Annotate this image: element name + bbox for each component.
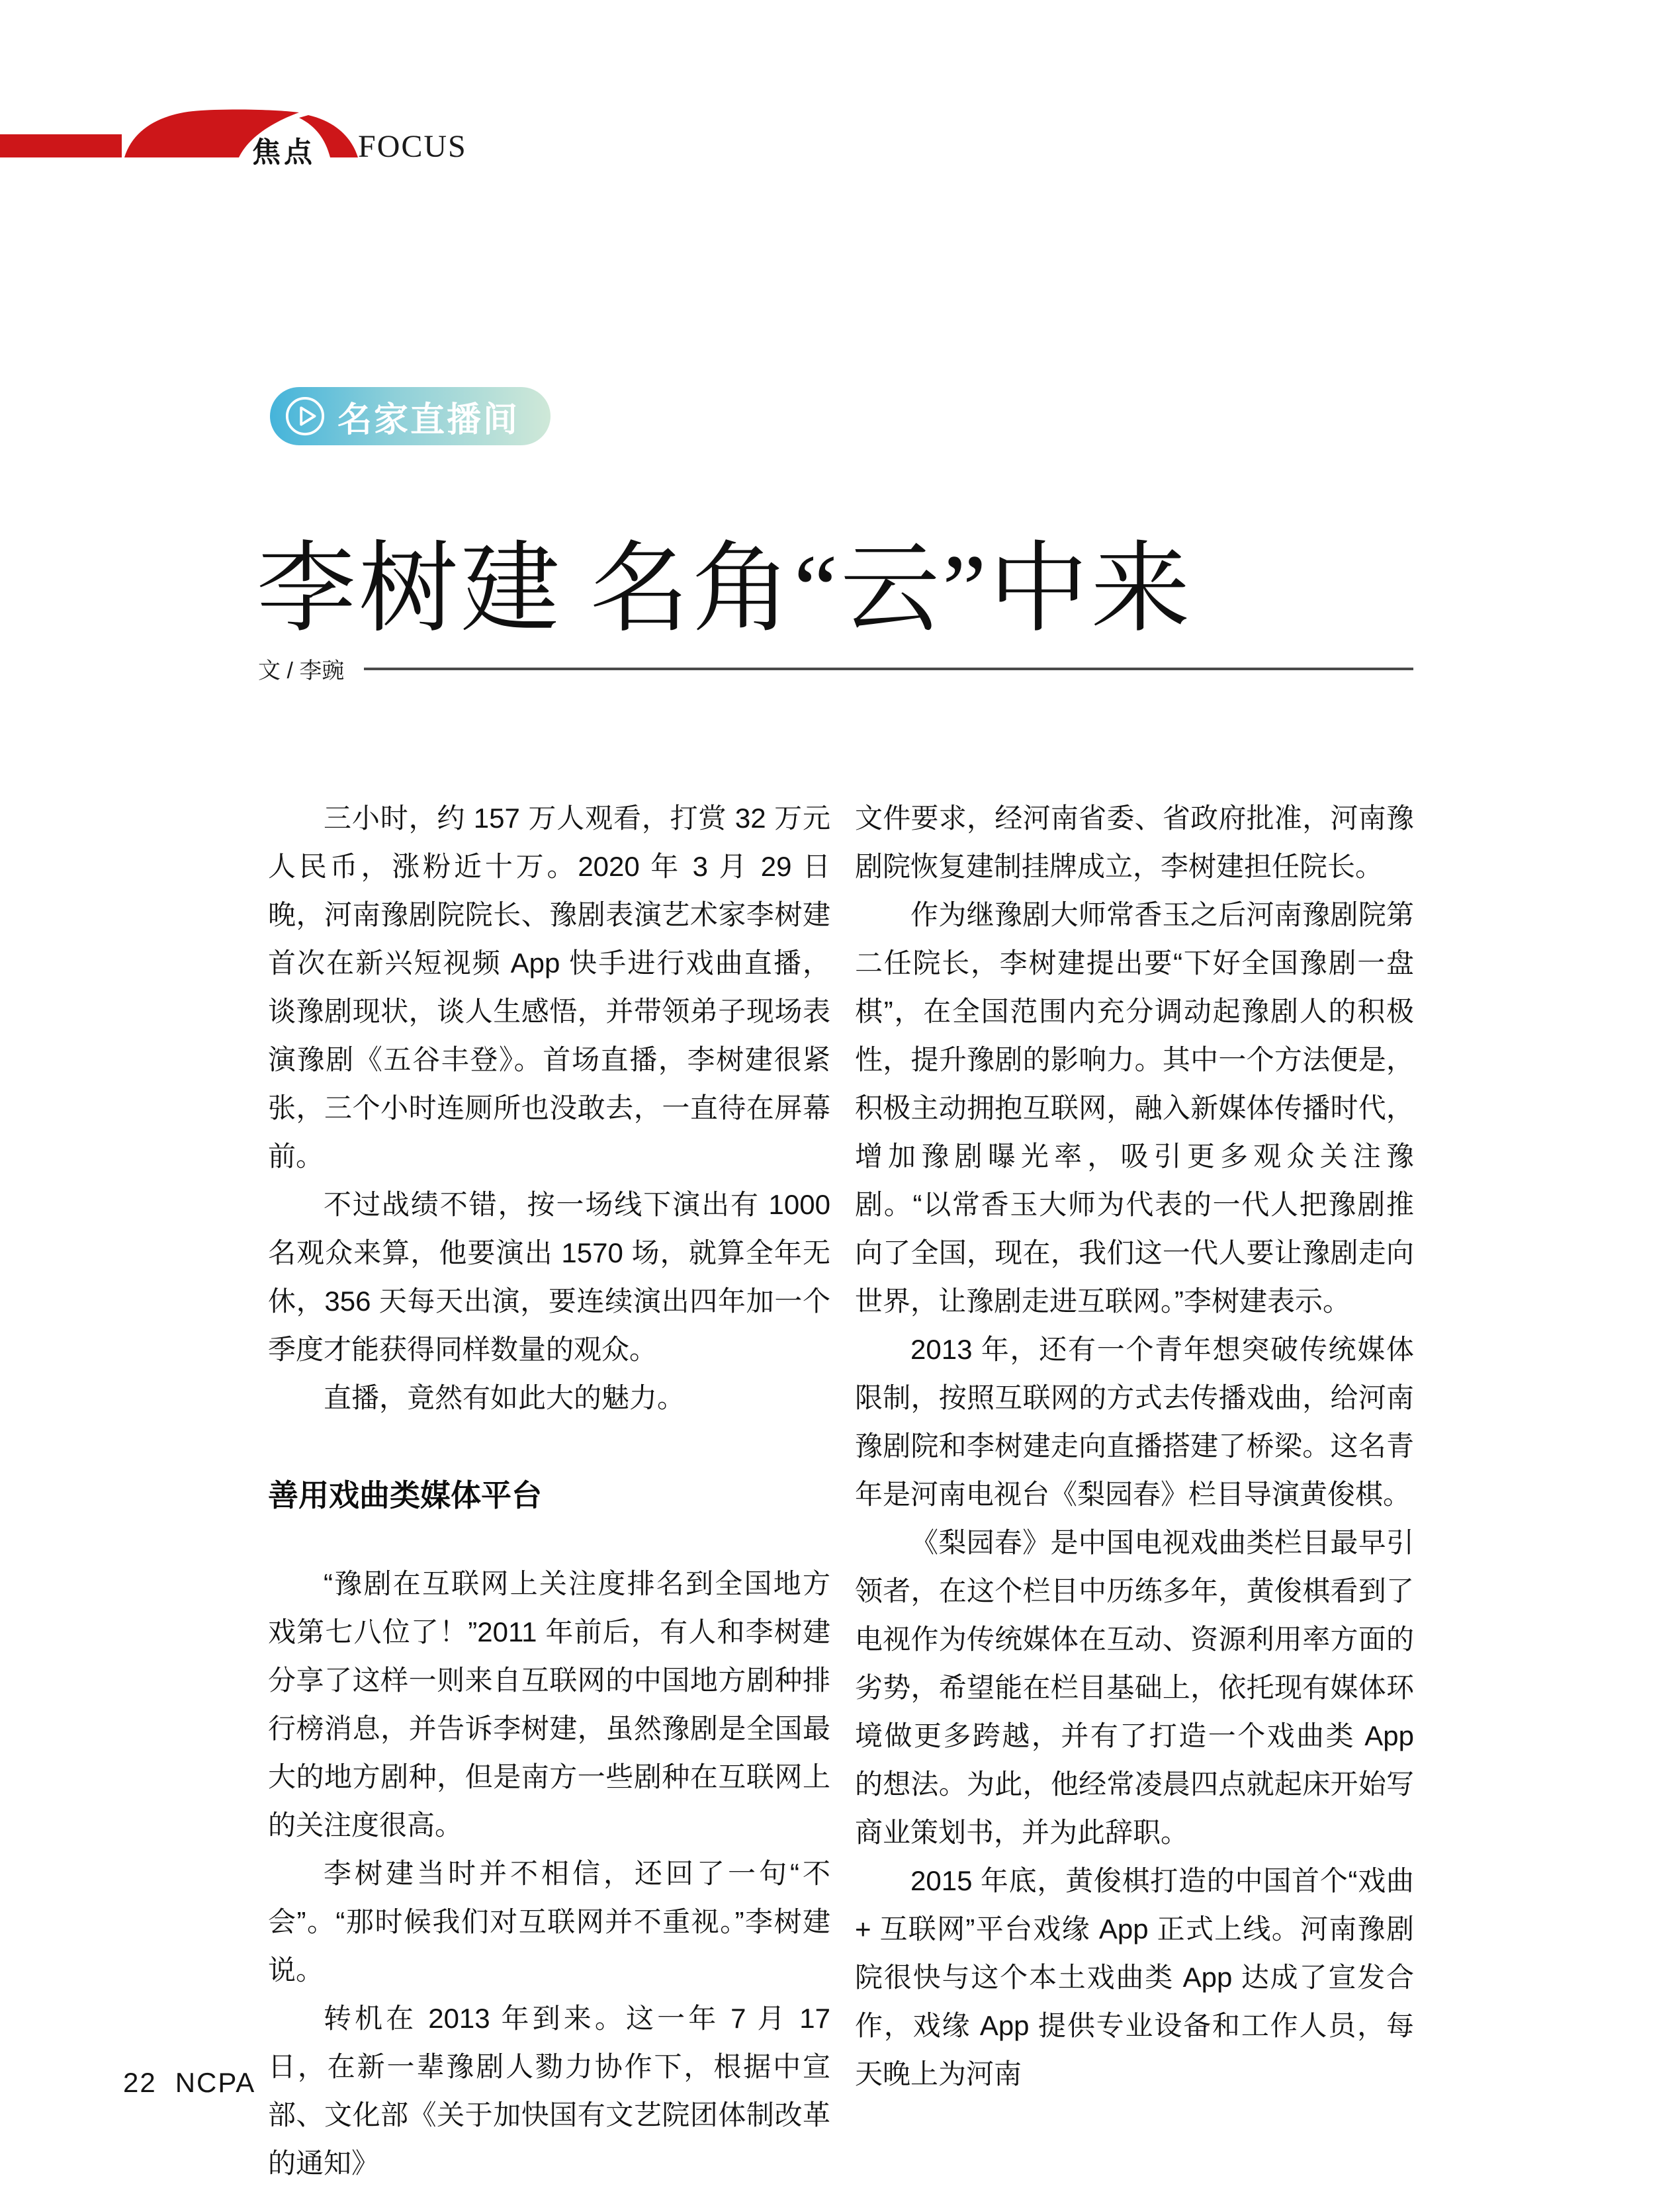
article-column-right [855, 794, 1414, 2187]
article-column-left [268, 794, 830, 2187]
journal-name: NCPA [175, 2067, 256, 2098]
section-heading: 善用戏曲类媒体平台 [268, 1478, 542, 1512]
paragraph: 文件要求，经河南省委、省政府批准，河南豫剧院恢复建制挂牌成立，李树建担任院长。 [855, 803, 1414, 882]
byline-author: 文 / 李豌 [258, 658, 345, 683]
article-body [268, 794, 1414, 2187]
logo-cn-text: 焦点 [252, 137, 316, 169]
section-badge [270, 387, 551, 445]
paragraph: 《梨园春》是中国电视戏曲类栏目最早引领者，在这个栏目中历练多年，黄俊棋看到了电视作为传统媒体在互动、资源利用率方面的劣势，希望能在栏目基础上，依托现有媒体环境做更多跨越，并有了打造一个戏曲类 App 的想法。为此，他经常凌晨四点就起床开始写商业策划书，并为此辞职。 [855, 1527, 1414, 1848]
paragraph: “豫剧在互联网上关注度排名到全国地方戏第七八位了！”2011 年前后，有人和李树建分享了这样一则来自互联网的中国地方剧种排行榜消息，并告诉李树建，虽然豫剧是全国最大的地方剧种，但是南方一些剧种在互联网上的关注度很高。 [268, 1568, 830, 1841]
paragraph: 三小时，约 157 万人观看，打赏 32 万元人民币，涨粉近十万。2020 年 3 月 29 日晚，河南豫剧院院长、豫剧表演艺术家李树建首次在新兴短视频 App 快手进行戏曲直播，谈豫剧现状，谈人生感悟，并带领弟子现场表演豫剧《五谷丰登》。首场直播，李树建很紧张，三个小时连厕所也没敢去，一直待在屏幕前。 [268, 803, 830, 1172]
logo-en-text: FOCUS [358, 129, 467, 164]
section-badge-label: 名家直播间 [337, 400, 520, 439]
play-icon [285, 396, 326, 437]
byline-rule [364, 668, 1413, 670]
paragraph: 2013 年，还有一个青年想突破传统媒体限制，按照互联网的方式去传播戏曲，给河南豫剧院和李树建走向直播搭建了桥梁。这名青年是河南电视台《梨园春》栏目导演黄俊棋。 [855, 1334, 1414, 1510]
paragraph: 转机在 2013 年到来。这一年 7 月 17 日，在新一辈豫剧人勠力协作下，根据中宣部、文化部《关于加快国有文艺院团体制改革的通知》 [268, 2003, 830, 2179]
paragraph: 2015 年底，黄俊棋打造的中国首个“戏曲 + 互联网”平台戏缘 App 正式上线。河南豫剧院很快与这个本土戏曲类 App 达成了宣发合作，戏缘 App 提供专业设备和工作人员，每天晚上为河南 [855, 1865, 1414, 2089]
page-number: 22 [123, 2067, 157, 2098]
logo-red-bar [0, 134, 122, 157]
paragraph: 直播，竟然有如此大的魅力。 [324, 1382, 685, 1413]
paragraph: 李树建当时并不相信，还回了一句“不会”。“那时候我们对互联网并不重视。”李树建说。 [268, 1858, 830, 1986]
paragraph: 作为继豫剧大师常香玉之后河南豫剧院第二任院长，李树建提出要“下好全国豫剧一盘棋”，在全国范围内充分调动起豫剧人的积极性，提升豫剧的影响力。其中一个方法便是，积极主动拥抱互联网，融入新媒体传播时代，增加豫剧曝光率，吸引更多观众关注豫剧。“以常香玉大师为代表的一代人把豫剧推向了全国，现在，我们这一代人要让豫剧走向世界，让豫剧走进互联网。”李树建表示。 [855, 899, 1414, 1317]
byline-row [258, 652, 1413, 685]
paragraph: 不过战绩不错，按一场线下演出有 1000 名观众来算，他要演出 1570 场，就算全年无休，356 天每天出演，要连续演出四年加一个季度才能获得同样数量的观众。 [268, 1189, 830, 1365]
page-footer [123, 2067, 255, 2099]
article-title: 李树建 名角“云”中来 [257, 534, 1193, 644]
